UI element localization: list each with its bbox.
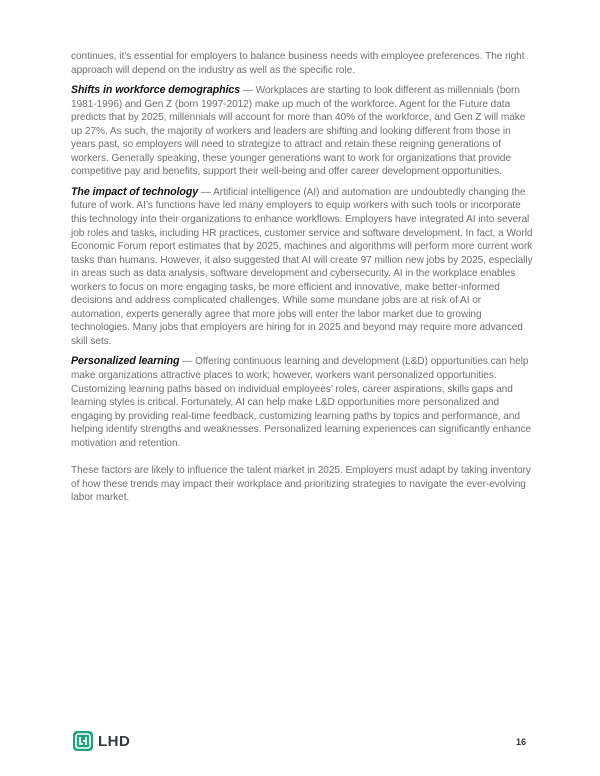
paragraph-lead: Personalized learning (71, 355, 180, 368)
page-number: 16 (516, 737, 527, 747)
paragraph-impact-of-technology (71, 186, 533, 349)
logo-text: LHD (98, 732, 131, 750)
paragraph-personalized-learning (71, 355, 533, 450)
paragraph-workforce-demographics (71, 84, 533, 179)
paragraph-intro-continuation (71, 50, 533, 77)
paragraph-text: — Artificial intelligence (AI) and automation are undoubtedly changing the future of work. AI’s functions have led many employers to equip workers with such tools or incorporate this technology into their organizations to enhance workflows. Employers have integrated AI into several job roles and tasks, including HR practices, customer service and software development. In fact, a World Economic Forum report estimates that by 2025, machines and algorithms will perform more current work tasks than humans. However, it also suggested that AI will create 97 million new jobs by 2025, especially in areas such as data analysis, software development and cybersecurity. AI in the workplace enables workers to focus on more engaging tasks, be more efficient and innovative, make better-informed decisions and address complicated challenges. While some mundane jobs are at risk of AI or automation, experts generally agree that more jobs will enter the labor market due to growing technologies. Many jobs that employers are hiring for in 2025 and beyond may require more advanced skill sets. (71, 186, 533, 347)
footer-logo (73, 731, 130, 751)
paragraph-text: — Workplaces are starting to look different as millennials (born 1981-1996) and Gen Z (born 1997-2012) make up much of the workforce. Agent for the Future data predicts that by 2025, millennials will account for more than 40% of the workforce, and Gen Z will make up 27%. As such, the majority of workers and leaders are shifting and looking different from those in years past, so employers will need to strategize to attract and retain these reigning generations of workers. Generally speaking, these younger generations want to work for organizations that provide competitive pay and benefits, support their well-being and offer career development opportunities. (71, 85, 526, 178)
paragraph-text: These factors are likely to influence the talent market in 2025. Employers must adapt by taking inventory of how these trends may impact their workplace and prioritizing strategies to navigate the ever-evolving labor market. (71, 465, 531, 504)
paragraph-text: — Offering continuous learning and development (L&D) opportunities can help make organizations attractive places to work; however, workers want personalized opportunities. Customizing learning paths based on individual employees’ roles, career aspirations, skills gaps and learning styles is critical. Fortunately, AI can help make L&D opportunities more personalized and engaging by providing real-time feedback, customizing learning paths by topics and performance, and helping identify strengths and weaknesses. Personalized learning experiences can significantly enhance motivation and retention. (71, 356, 532, 449)
paragraph-lead: Shifts in workforce demographics (71, 84, 241, 97)
document-body (71, 50, 533, 512)
paragraph-lead: The impact of technology (71, 185, 199, 198)
paragraph-text: continues, it’s essential for employers to balance business needs with employee preferences. The right approach will depend on the industry as well as the specific role. (71, 51, 525, 76)
paragraph-conclusion (71, 464, 533, 505)
lhd-logo-mark-icon (73, 731, 93, 751)
